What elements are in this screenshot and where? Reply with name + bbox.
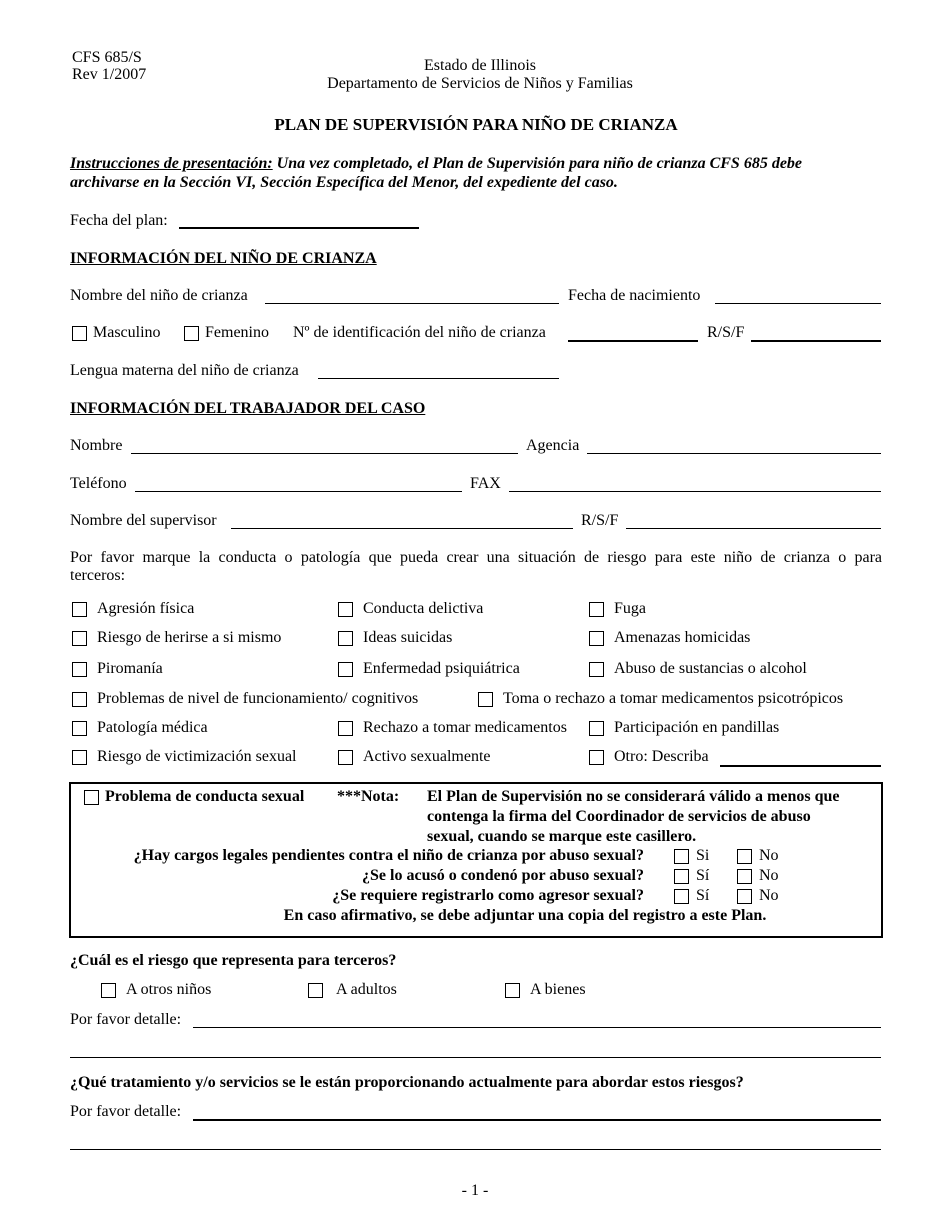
risk-prompt-line1: Por favor marque la conducta o patología que pueda crear una situación de riesgo para este niño de crianza o para: [70, 549, 882, 566]
no-label: No: [759, 847, 779, 864]
others-risk-checkbox[interactable]: [505, 983, 520, 998]
risk-checkbox[interactable]: [72, 602, 87, 617]
risk-prompt-line2: terceros:: [70, 567, 126, 584]
yes-checkbox[interactable]: [674, 889, 689, 904]
fax-field[interactable]: [509, 491, 881, 492]
note-line2: contenga la firma del Coordinador de servicios de abuso: [427, 808, 811, 825]
others-detail-field[interactable]: [193, 1027, 881, 1028]
supervisor-label: Nombre del supervisor: [70, 512, 217, 529]
risk-checkbox[interactable]: [478, 692, 493, 707]
yes-label: Si: [696, 847, 710, 864]
risk-checkbox[interactable]: [72, 692, 87, 707]
state-name: Estado de Illinois: [424, 57, 536, 74]
plan-date-field[interactable]: [179, 227, 419, 229]
risk-checkbox[interactable]: [589, 662, 604, 677]
risk-label: Piromanía: [97, 660, 163, 677]
note-line3: sexual, cuando se marque este casillero.: [427, 828, 697, 845]
form-revision: Rev 1/2007: [72, 66, 147, 83]
treatment-detail-label: Por favor detalle:: [70, 1103, 182, 1120]
child-name-field[interactable]: [265, 303, 559, 304]
risk-checkbox[interactable]: [338, 662, 353, 677]
sexual-behavior-label: Problema de conducta sexual: [105, 788, 305, 805]
risk-label: Toma o rechazo a tomar medicamentos psicotrópicos: [503, 690, 844, 707]
sexual-behavior-checkbox[interactable]: [84, 790, 99, 805]
yes-label: Sí: [696, 867, 710, 884]
risk-label: Ideas suicidas: [363, 629, 453, 646]
page-number: - 1 -: [461, 1182, 489, 1199]
instructions-text-2: archivarse en la Sección VI, Sección Específica del Menor, del expediente del caso.: [70, 174, 618, 191]
risk-label: Patología médica: [97, 719, 208, 736]
treatment-question: ¿Qué tratamiento y/o servicios se le están proporcionando actualmente para abordar estos riesgos?: [70, 1074, 744, 1091]
others-risk-checkbox[interactable]: [308, 983, 323, 998]
risk-label: Participación en pandillas: [614, 719, 780, 736]
risk-checkbox[interactable]: [589, 631, 604, 646]
page-title: PLAN DE SUPERVISIÓN PARA NIÑO DE CRIANZA: [274, 115, 678, 134]
worker-name-field[interactable]: [131, 453, 518, 454]
question-text: ¿Se lo acusó o condenó por abuso sexual?: [362, 867, 644, 884]
risk-label: Riesgo de victimización sexual: [97, 748, 297, 765]
risk-checkbox[interactable]: [72, 750, 87, 765]
treatment-detail-field[interactable]: [193, 1119, 881, 1121]
risk-checkbox[interactable]: [72, 631, 87, 646]
child-rsf-field[interactable]: [751, 340, 881, 342]
worker-section-heading: INFORMACIÓN DEL TRABAJADOR DEL CASO: [70, 400, 426, 417]
risk-label: Fuga: [614, 600, 646, 617]
others-risk-question: ¿Cuál es el riesgo que representa para terceros?: [70, 952, 397, 969]
note-line1: El Plan de Supervisión no se considerará válido a menos que: [427, 788, 840, 805]
others-risk-label: A otros niños: [126, 981, 212, 998]
risk-label: Otro: Describa: [614, 748, 709, 765]
instructions-text-1: Una vez completado, el Plan de Supervisión para niño de crianza CFS 685 debe: [272, 155, 803, 172]
others-detail-field-2[interactable]: [70, 1057, 881, 1058]
phone-field[interactable]: [135, 491, 462, 492]
instructions-label: Instrucciones de presentación:: [70, 155, 273, 172]
risk-label: Riesgo de herirse a si mismo: [97, 629, 282, 646]
agency-field[interactable]: [587, 453, 881, 454]
language-label: Lengua materna del niño de crianza: [70, 362, 299, 379]
risk-checkbox[interactable]: [72, 662, 87, 677]
risk-checkbox[interactable]: [72, 721, 87, 736]
risk-checkbox[interactable]: [589, 602, 604, 617]
plan-date-label: Fecha del plan:: [70, 212, 168, 229]
yes-checkbox[interactable]: [674, 869, 689, 884]
treatment-detail-field-2[interactable]: [70, 1149, 881, 1150]
risk-checkbox[interactable]: [338, 631, 353, 646]
risk-label: Conducta delictiva: [363, 600, 484, 617]
fax-label: FAX: [470, 475, 501, 492]
dob-field[interactable]: [715, 303, 881, 304]
department-name: Departamento de Servicios de Niños y Familias: [327, 75, 633, 92]
no-checkbox[interactable]: [737, 869, 752, 884]
risk-checkbox[interactable]: [338, 750, 353, 765]
question-text: ¿Se requiere registrarlo como agresor sexual?: [332, 887, 644, 904]
no-checkbox[interactable]: [737, 849, 752, 864]
risk-label: Abuso de sustancias o alcohol: [614, 660, 807, 677]
male-label: Masculino: [93, 324, 161, 341]
question-text: ¿Hay cargos legales pendientes contra el niño de crianza por abuso sexual?: [133, 847, 644, 864]
form-code: CFS 685/S: [72, 49, 142, 66]
note-label: ***Nota:: [337, 788, 400, 805]
registry-note: En caso afirmativo, se debe adjuntar una copia del registro a este Plan.: [283, 907, 767, 924]
no-label: No: [759, 887, 779, 904]
instructions: [70, 155, 802, 173]
risk-checkbox[interactable]: [338, 721, 353, 736]
female-label: Femenino: [205, 324, 269, 341]
child-rsf-label: R/S/F: [707, 324, 745, 341]
others-risk-label: A adultos: [336, 981, 397, 998]
language-field[interactable]: [318, 378, 559, 379]
risk-checkbox[interactable]: [589, 750, 604, 765]
yes-label: Sí: [696, 887, 710, 904]
phone-label: Teléfono: [70, 475, 127, 492]
child-id-field[interactable]: [568, 340, 698, 342]
child-section-heading: INFORMACIÓN DEL NIÑO DE CRIANZA: [70, 250, 377, 267]
agency-label: Agencia: [526, 437, 580, 454]
child-id-label: Nº de identificación del niño de crianza: [293, 324, 546, 341]
risk-label: Enfermedad psiquiátrica: [363, 660, 520, 677]
others-detail-label: Por favor detalle:: [70, 1011, 182, 1028]
female-checkbox[interactable]: [184, 326, 199, 341]
worker-rsf-label: R/S/F: [581, 512, 619, 529]
risk-label: Problemas de nivel de funcionamiento/ cognitivos: [97, 690, 419, 707]
no-checkbox[interactable]: [737, 889, 752, 904]
worker-rsf-field[interactable]: [626, 528, 881, 529]
male-checkbox[interactable]: [72, 326, 87, 341]
supervisor-field[interactable]: [231, 528, 573, 529]
child-name-label: Nombre del niño de crianza: [70, 287, 248, 304]
worker-name-label: Nombre: [70, 437, 123, 454]
other-describe-field[interactable]: [720, 765, 881, 767]
others-risk-label: A bienes: [530, 981, 586, 998]
risk-label: Rechazo a tomar medicamentos: [363, 719, 567, 736]
yes-checkbox[interactable]: [674, 849, 689, 864]
risk-checkbox[interactable]: [589, 721, 604, 736]
risk-label: Agresión física: [97, 600, 195, 617]
dob-label: Fecha de nacimiento: [568, 287, 701, 304]
risk-label: Amenazas homicidas: [614, 629, 751, 646]
others-risk-checkbox[interactable]: [101, 983, 116, 998]
risk-checkbox[interactable]: [338, 602, 353, 617]
risk-label: Activo sexualmente: [363, 748, 491, 765]
no-label: No: [759, 867, 779, 884]
